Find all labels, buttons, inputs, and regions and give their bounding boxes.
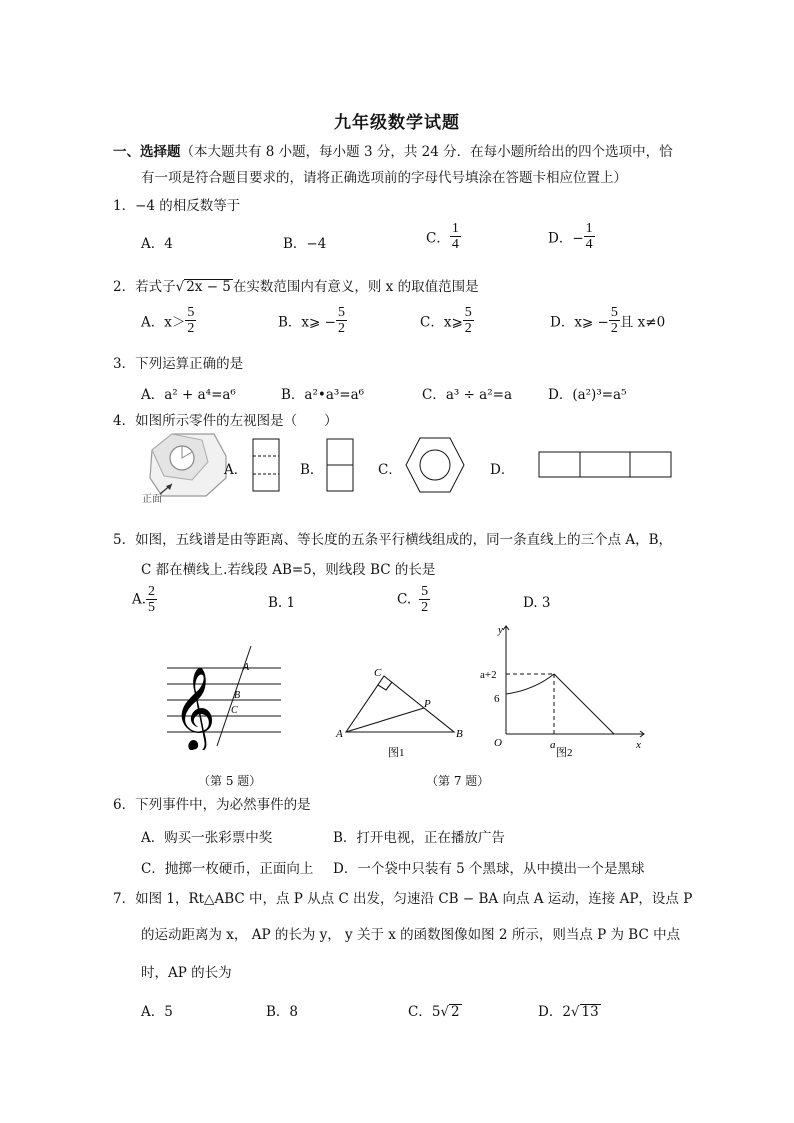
q1-option-b: B．−4 [283,236,327,252]
section-header [113,140,673,160]
fraction-denominator: 2 [610,321,618,336]
q5-option-a-label: A. [132,591,147,608]
q7-caption: （第 7 题） [426,774,490,788]
q7-option-b: B．8 [266,1004,299,1020]
fraction-numerator: 5 [337,305,345,320]
q5-option-d: D. 3 [523,595,551,611]
q5-option-a [132,584,157,615]
fraction-denominator: 2 [421,600,429,615]
q7-option-d-label: D．2 [538,1004,571,1020]
q1-option-c-label: C． [426,230,450,247]
graph-origin-label: O [494,737,502,749]
q5-line1: 5．如图，五线谱是由等距离、等长度的五条平行横线组成的，同一条直线上的三个点 A，B， [113,532,673,548]
q7-line2: 的运动距离为 x， AP 的长为 y， y 关于 x 的函数图像如图 2 所示，则当点 P 为 BC 中点 [141,927,681,943]
q3-option-b: B．a²•a³=a⁶ [281,387,365,403]
q4-option-c: C． [378,462,402,478]
q7-option-a: A．5 [141,1004,173,1020]
q2-option-b-label: B．x⩾ − [278,314,336,331]
q7-option-c-label: C．5 [408,1004,441,1020]
q2-option-a-fraction [185,305,196,336]
q1-option-d-fraction [584,221,595,252]
q5-option-c-fraction [419,584,430,615]
q6-option-d: D．一个袋中只装有 5 个黑球，从中摸出一个是黑球 [333,861,645,877]
staff-figure [165,640,285,750]
q5-option-a-fraction [146,584,157,615]
q5-caption: （第 5 题） [198,774,262,788]
fraction-denominator: 2 [337,321,345,336]
q7-line3: 时，AP 的长为 [141,965,232,981]
tri-label-a: A [336,728,343,740]
q2-option-a-label: A．x＞ [141,314,186,331]
graph-six-label: 6 [494,693,500,705]
q2-radicand: 2x − 5 [186,279,231,295]
q4-option-a-figure [252,438,282,494]
q1-option-a: A．4 [141,236,173,252]
graph-x-label: x [636,739,641,751]
section-heading: 一、选择题 [113,144,181,160]
q2-stem-pre: 2．若式子 [113,279,176,295]
tri-label-p: P [424,698,431,710]
fraction-numerator: 1 [585,221,593,236]
fraction-denominator: 2 [187,321,195,336]
fraction-numerator: 2 [148,584,156,599]
q1-option-d [548,221,595,252]
tri-label-c: C [374,667,382,679]
q6-option-c: C．抛掷一枚硬币，正面向上 [141,861,314,877]
q4-option-b: B． [300,462,324,478]
tri-label-b: B [456,728,463,740]
fraction-denominator: 5 [148,600,156,615]
q5-option-c-label: C. [397,591,412,608]
q4-option-a: A． [224,462,248,478]
q2-option-d-label: D．x⩾ − [550,314,609,331]
q2-option-d-fraction [609,305,620,336]
fraction-numerator: 5 [464,305,472,320]
fraction-denominator: 2 [464,321,472,336]
q3-option-a: A．a² + a⁴=a⁶ [141,387,236,403]
front-label: 正面 [142,494,162,505]
section-desc-line2: 有一项是符合题目要求的，请将正确选项前的字母代号填涂在答题卡相应位置上） [141,170,627,186]
q1-option-c [426,221,461,252]
fig2-label: 图2 [556,747,573,759]
q4-stem: 4．如图所示零件的左视图是（ ） [113,413,338,429]
fraction-denominator: 4 [451,237,459,252]
graph-top-label: a+2 [480,669,497,681]
q1-stem: 1．−4 的相反数等于 [113,198,241,214]
q2-stem: 2．若式子√ 2x − 5 在实数范围内有意义，则 x 的取值范围是 [113,279,479,295]
staff-point-a: A [243,662,250,673]
q7-option-d-radicand: 13 [581,1004,599,1020]
fraction-numerator: 1 [451,221,459,236]
section-desc-line1: （本大题共有 8 小题，每小题 3 分，共 24 分．在每小题所给出的四个选项中，恰 [180,144,673,160]
q4-option-b-figure [326,438,356,494]
staff-point-c: C [231,705,238,716]
q4-option-c-figure [404,436,466,496]
fraction-numerator: 5 [187,305,195,320]
q2-option-b [278,305,347,336]
q4-option-d: D． [490,462,515,478]
q6-stem: 6．下列事件中，为必然事件的是 [113,797,311,813]
q3-option-c: C．a³ ÷ a²=a [422,387,513,403]
q2-option-c [420,305,474,336]
q2-option-d [550,305,665,336]
page-title: 九年级数学试题 [334,113,460,133]
function-graph [474,618,654,760]
q4-option-d-figure [538,450,674,480]
q3-option-d: D．(a²)³=a⁵ [548,387,627,403]
q3-stem: 3．下列运算正确的是 [113,356,244,372]
q6-option-b: B．打开电视，正在播放广告 [333,830,505,846]
fig1-label: 图1 [388,747,405,759]
graph-y-label: y [498,624,503,636]
q2-option-c-fraction [463,305,474,336]
fraction-numerator: 5 [610,305,618,320]
q2-stem-post: 在实数范围内有意义，则 x 的取值范围是 [232,279,479,295]
q5-line2: C 都在横线上.若线段 AB=5，则线段 BC 的长是 [141,562,436,578]
treble-clef-icon: 𝄞 [173,668,216,748]
q2-option-a [141,305,196,336]
q7-option-d: D．2√ 13 [538,1004,599,1020]
q1-option-c-fraction [450,221,461,252]
graph-a-label: a [550,739,556,751]
q2-option-d-tail: 且 x≠0 [619,314,666,331]
q5-option-c [397,584,430,615]
q2-option-c-label: C．x⩾ [420,314,463,331]
q1-option-d-label: D．− [548,230,584,247]
q6-option-a: A．购买一张彩票中奖 [141,830,273,846]
q7-option-c-radicand: 2 [451,1004,460,1020]
q7-line1: 7．如图 1，Rt△ABC 中，点 P 从点 C 出发，匀速沿 CB − BA 向点 A 运动，连接 AP，设点 P [113,891,693,907]
fraction-numerator: 5 [421,584,429,599]
staff-point-b: B [234,690,241,701]
triangle-figure [332,660,472,760]
q7-option-c: C．5√ 2 [408,1004,460,1020]
q5-option-b: B. 1 [268,595,296,611]
q2-option-b-fraction [336,305,347,336]
fraction-denominator: 4 [585,237,593,252]
